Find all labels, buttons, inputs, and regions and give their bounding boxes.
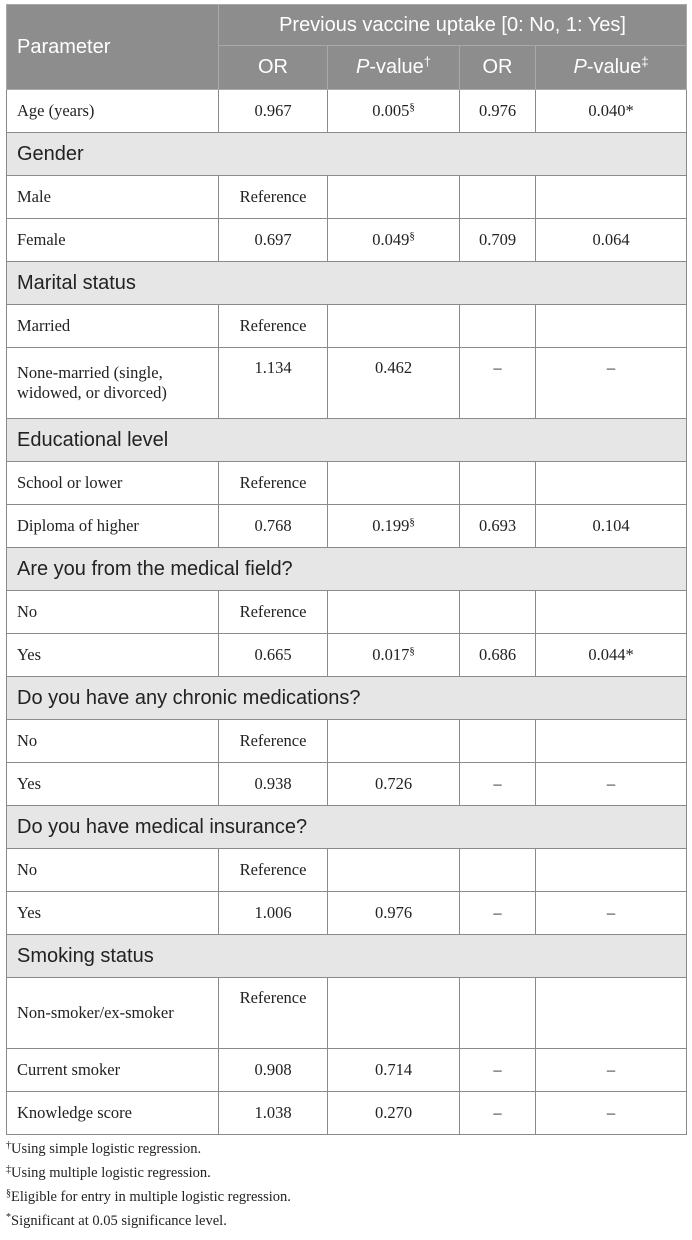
cell-or-simple: 0.938: [219, 763, 328, 806]
footnote-text: Eligible for entry in multiple logistic regression.: [11, 1189, 291, 1205]
table-row-insurance-yes: [7, 892, 687, 935]
cell-p-multiple: –: [536, 892, 687, 935]
cell-p-multiple: [536, 978, 687, 1049]
row-label: Married: [7, 305, 219, 348]
cell-or-multiple: [460, 305, 536, 348]
footnote-mark: *: [6, 1212, 11, 1223]
cell-or-simple: Reference: [219, 978, 328, 1049]
section-title: Do you have any chronic medications?: [7, 677, 687, 720]
header-p-suffix: -value: [586, 56, 642, 78]
table-row-diploma: [7, 505, 687, 548]
section-row-chronic-medications: [7, 677, 687, 720]
cell-or-multiple: 0.693: [460, 505, 536, 548]
table-row-medical-no: [7, 591, 687, 634]
table-body: [7, 90, 687, 1135]
header-p-value-multiple: [536, 46, 687, 90]
cell-p-multiple: –: [536, 348, 687, 419]
cell-p-multiple: [536, 849, 687, 892]
cell-p-simple: 0.976: [328, 892, 460, 935]
cell-or-simple: 0.908: [219, 1049, 328, 1092]
cell-or-multiple: [460, 849, 536, 892]
cell-p-simple: [328, 591, 460, 634]
cell-p-multiple: 0.040*: [536, 90, 687, 133]
row-label: Diploma of higher: [7, 505, 219, 548]
cell-or-multiple: [460, 591, 536, 634]
cell-or-simple: Reference: [219, 720, 328, 763]
cell-or-simple: 1.134: [219, 348, 328, 419]
section-title: Do you have medical insurance?: [7, 806, 687, 849]
table-row-knowledge-score: [7, 1092, 687, 1135]
section-row-smoking-status: [7, 935, 687, 978]
cell-or-multiple: [460, 978, 536, 1049]
cell-or-simple: Reference: [219, 591, 328, 634]
footnote-mark: §: [6, 1188, 11, 1199]
cell-or-simple: 0.768: [219, 505, 328, 548]
row-label: School or lower: [7, 462, 219, 505]
footnote-eligible-entry: [6, 1185, 686, 1209]
footnote-mark: ‡: [6, 1164, 11, 1175]
cell-p-simple: [328, 176, 460, 219]
table-row-school-or-lower: [7, 462, 687, 505]
row-label: None-married (single, widowed, or divorced): [7, 348, 219, 419]
footnote-simple-regression: [6, 1137, 686, 1161]
p-value: 0.017: [372, 645, 410, 664]
cell-p-simple: [328, 978, 460, 1049]
eligible-mark: §: [409, 516, 415, 528]
cell-or-multiple: 0.686: [460, 634, 536, 677]
cell-p-simple: 0.270: [328, 1092, 460, 1135]
row-label: Yes: [7, 763, 219, 806]
header-or-simple: OR: [219, 46, 328, 90]
cell-p-multiple: –: [536, 1092, 687, 1135]
footnote-significance: [6, 1209, 686, 1233]
cell-or-multiple: –: [460, 1092, 536, 1135]
cell-or-multiple: –: [460, 763, 536, 806]
header-p-italic: P: [573, 56, 587, 78]
section-row-medical-insurance: [7, 806, 687, 849]
header-or-multiple: OR: [460, 46, 536, 90]
cell-or-multiple: –: [460, 892, 536, 935]
section-row-medical-field: [7, 548, 687, 591]
cell-or-multiple: –: [460, 1049, 536, 1092]
header-parameter: Parameter: [7, 5, 219, 90]
eligible-mark: §: [409, 645, 415, 657]
row-label: Female: [7, 219, 219, 262]
cell-p-multiple: –: [536, 763, 687, 806]
table-row-current-smoker: [7, 1049, 687, 1092]
section-title: Marital status: [7, 262, 687, 305]
table-row-married: [7, 305, 687, 348]
cell-p-multiple: [536, 462, 687, 505]
header-p-value-simple: [328, 46, 460, 90]
cell-or-simple: Reference: [219, 462, 328, 505]
cell-or-simple: Reference: [219, 176, 328, 219]
cell-p-multiple: [536, 591, 687, 634]
table-row-female: [7, 219, 687, 262]
cell-or-simple: 0.665: [219, 634, 328, 677]
table-header: [7, 5, 687, 90]
p-value: 0.049: [372, 230, 410, 249]
row-label: No: [7, 591, 219, 634]
cell-p-multiple: –: [536, 1049, 687, 1092]
row-label: Age (years): [7, 90, 219, 133]
cell-p-multiple: 0.104: [536, 505, 687, 548]
header-p-italic: P: [355, 56, 370, 78]
cell-or-simple: Reference: [219, 305, 328, 348]
cell-p-simple: [328, 505, 460, 548]
cell-or-multiple: [460, 176, 536, 219]
cell-p-multiple: 0.044*: [536, 634, 687, 677]
footnote-mark: †: [6, 1140, 11, 1151]
table-footnotes: [6, 1137, 686, 1233]
cell-p-simple: 0.726: [328, 763, 460, 806]
cell-p-simple: [328, 90, 460, 133]
results-table-container: [6, 4, 686, 1135]
row-label: No: [7, 720, 219, 763]
row-label: Yes: [7, 634, 219, 677]
section-title: Are you from the medical field?: [7, 548, 687, 591]
cell-or-multiple: 0.976: [460, 90, 536, 133]
cell-or-simple: 0.967: [219, 90, 328, 133]
cell-p-multiple: [536, 720, 687, 763]
section-row-gender: [7, 133, 687, 176]
footnote-text: Using multiple logistic regression.: [11, 1165, 211, 1181]
section-title: Smoking status: [7, 935, 687, 978]
cell-p-simple: [328, 305, 460, 348]
cell-or-simple: 1.038: [219, 1092, 328, 1135]
table-row-none-married: [7, 348, 687, 419]
p-value: 0.199: [372, 516, 410, 535]
row-label: Yes: [7, 892, 219, 935]
p-value: 0.005: [372, 101, 410, 120]
cell-p-multiple: 0.064: [536, 219, 687, 262]
cell-or-multiple: [460, 720, 536, 763]
table-row-age: [7, 90, 687, 133]
section-title: Gender: [7, 133, 687, 176]
cell-or-multiple: [460, 462, 536, 505]
cell-p-simple: [328, 219, 460, 262]
footnote-text: Significant at 0.05 significance level.: [11, 1213, 227, 1229]
eligible-mark: §: [409, 230, 415, 242]
header-p-suffix: -value: [369, 56, 424, 78]
cell-or-simple: 0.697: [219, 219, 328, 262]
cell-or-multiple: –: [460, 348, 536, 419]
logistic-regression-table: [6, 4, 687, 1135]
section-row-educational-level: [7, 419, 687, 462]
table-row-non-smoker: [7, 978, 687, 1049]
footnote-text: Using simple logistic regression.: [11, 1141, 202, 1157]
cell-p-simple: [328, 462, 460, 505]
row-label: Knowledge score: [7, 1092, 219, 1135]
header-p-mark: †: [423, 54, 432, 69]
section-title: Educational level: [7, 419, 687, 462]
eligible-mark: §: [409, 101, 415, 113]
cell-or-simple: Reference: [219, 849, 328, 892]
cell-p-simple: [328, 634, 460, 677]
cell-p-multiple: [536, 305, 687, 348]
cell-or-simple: 1.006: [219, 892, 328, 935]
header-p-mark: ‡: [641, 54, 649, 69]
footnote-multiple-regression: [6, 1161, 686, 1185]
row-label: Male: [7, 176, 219, 219]
cell-p-simple: [328, 720, 460, 763]
table-row-chronic-no: [7, 720, 687, 763]
table-row-insurance-no: [7, 849, 687, 892]
cell-p-simple: 0.462: [328, 348, 460, 419]
cell-or-multiple: 0.709: [460, 219, 536, 262]
row-label: No: [7, 849, 219, 892]
table-row-medical-yes: [7, 634, 687, 677]
header-previous-vaccine-uptake: Previous vaccine uptake [0: No, 1: Yes]: [219, 5, 687, 46]
cell-p-simple: [328, 849, 460, 892]
row-label: Current smoker: [7, 1049, 219, 1092]
cell-p-simple: 0.714: [328, 1049, 460, 1092]
row-label: Non-smoker/ex-smoker: [7, 978, 219, 1049]
section-row-marital-status: [7, 262, 687, 305]
cell-p-multiple: [536, 176, 687, 219]
table-row-chronic-yes: [7, 763, 687, 806]
table-row-male: [7, 176, 687, 219]
